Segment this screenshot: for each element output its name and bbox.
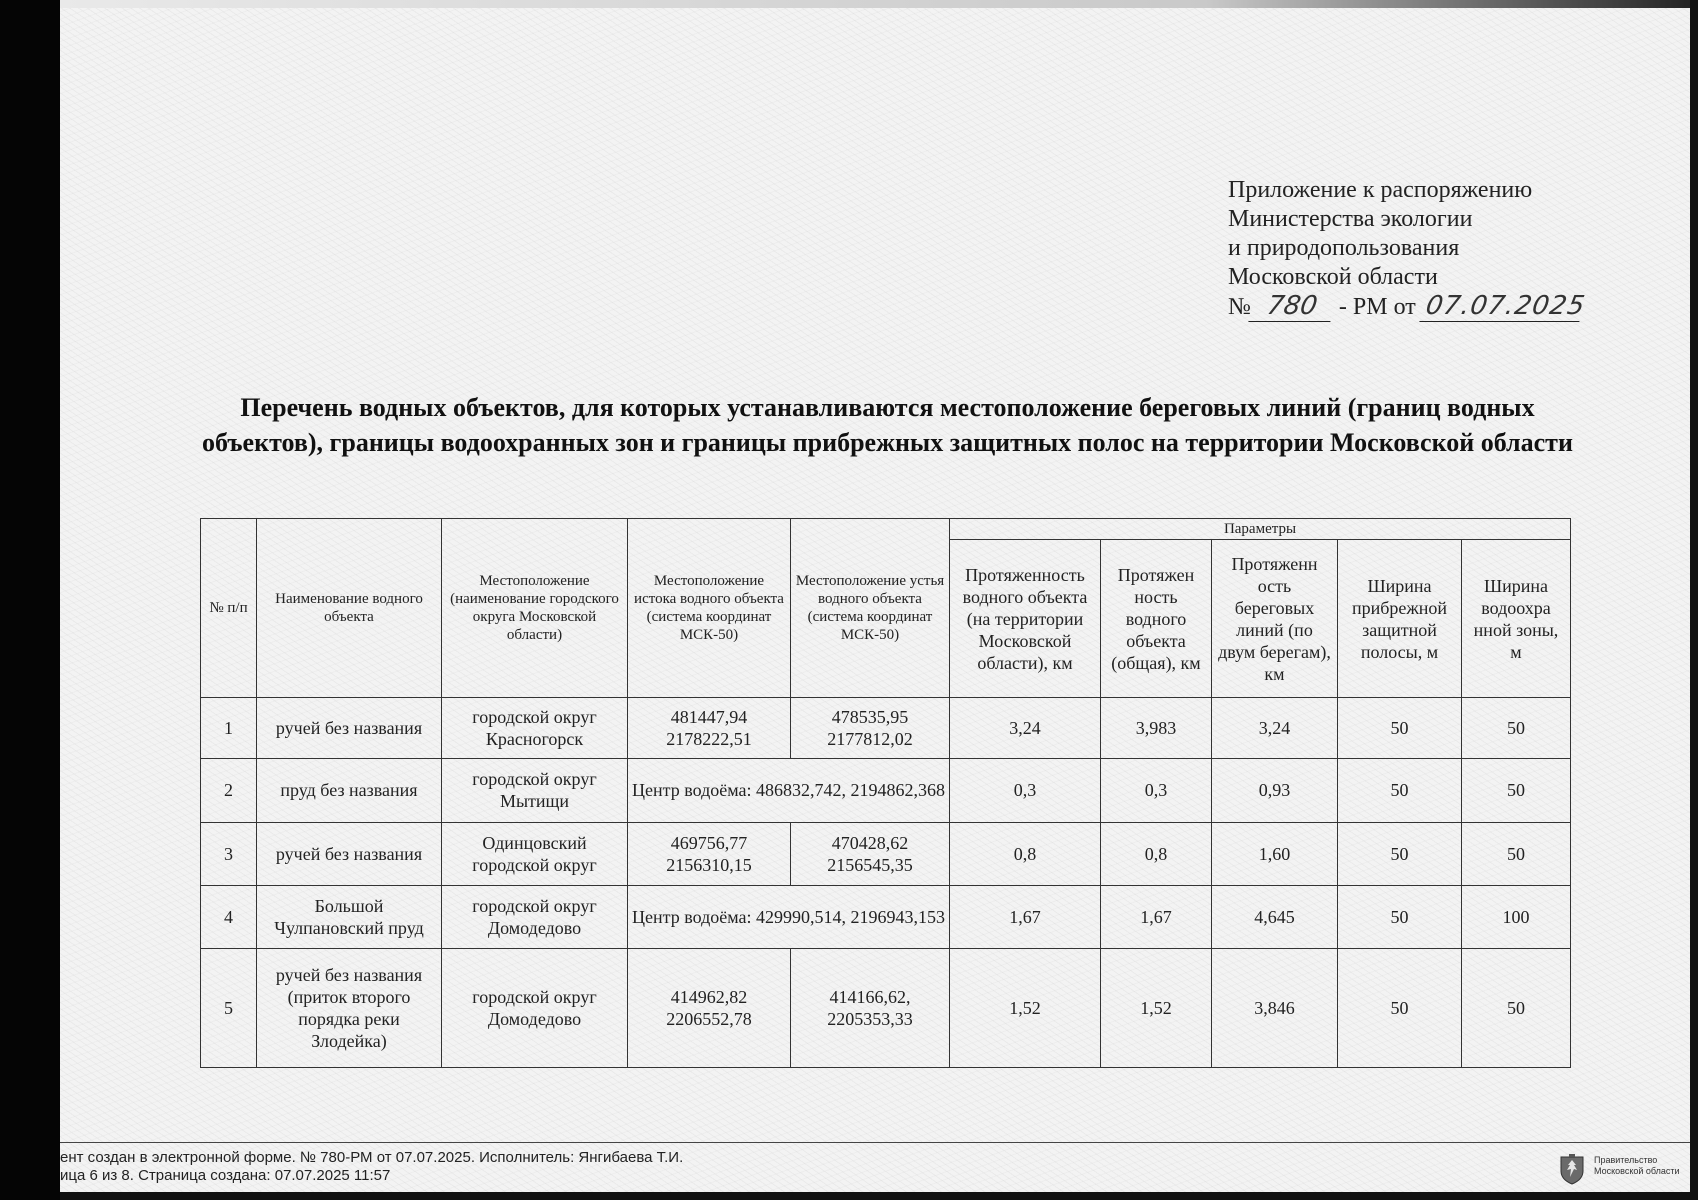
table-row [201,759,1571,822]
cell-mouth: 470428,62 2156545,35 [791,822,950,885]
cell-name: Большой Чулпановский пруд [257,886,442,949]
order-number-line [1228,292,1668,322]
cell-coastal-width: 50 [1338,949,1462,1068]
government-logo-text [1594,1155,1680,1177]
cell-protection-width: 50 [1462,698,1571,759]
cell-length-mo: 0,8 [950,822,1101,885]
cell-source: 414962,82 2206552,78 [628,949,791,1068]
cell-length-mo: 1,67 [950,886,1101,949]
header-length-total: Протяжен ность водного объекта (общая), км [1101,540,1212,698]
scan-left-border [0,0,60,1200]
cell-protection-width: 50 [1462,822,1571,885]
header-params: Параметры [950,519,1571,540]
appendix-line: Приложение к распоряжению [1228,177,1533,203]
coat-of-arms-icon [1558,1153,1586,1185]
cell-protection-width: 100 [1462,886,1571,949]
cell-num: 3 [201,822,257,885]
cell-center: Центр водоёма: 486832,742, 2194862,368 [628,759,950,822]
table-row [201,886,1571,949]
table-row [201,822,1571,885]
cell-source: 469756,77 2156310,15 [628,822,791,885]
footer-stamp [60,1149,683,1185]
table-row [201,698,1571,759]
scan-top-edge [60,0,1698,8]
cell-shore-length: 3,24 [1212,698,1338,759]
cell-center: Центр водоёма: 429990,514, 2196943,153 [628,886,950,949]
header-length-mo: Протяженность водного объекта (на территории Московской области), км [950,540,1101,698]
scan-bottom-border [60,1192,1698,1200]
cell-length-mo: 0,3 [950,759,1101,822]
cell-num: 4 [201,886,257,949]
appendix-header [1228,176,1668,322]
cell-name: пруд без названия [257,759,442,822]
cell-source: 481447,94 2178222,51 [628,698,791,759]
order-suffix: - РМ от [1338,294,1416,320]
cell-length-mo: 1,52 [950,949,1101,1068]
header-coastal-width: Ширина прибрежной защитной полосы, м [1338,540,1462,698]
table-row [201,949,1571,1068]
cell-location: городской округ Домодедово [442,949,628,1068]
document-title: Перечень водных объектов, для которых устанавливаются местоположение береговых линий (границ водных объектов), границы водоохранных зон и границы прибрежных защитных полос на территории Московской области [202,393,1573,457]
header-num: № п/п [201,519,257,698]
cell-protection-width: 50 [1462,949,1571,1068]
cell-length-total: 1,67 [1101,886,1212,949]
cell-length-total: 3,983 [1101,698,1212,759]
cell-num: 5 [201,949,257,1068]
cell-num: 2 [201,759,257,822]
cell-name: ручей без названия (приток второго порядка реки Злодейка) [257,949,442,1068]
handwritten-order-number: 780 [1248,292,1335,322]
cell-shore-length: 3,846 [1212,949,1338,1068]
logo-line-1: Правительство [1594,1155,1658,1165]
logo-line-2: Московской области [1594,1166,1680,1176]
number-sign: № [1228,294,1251,320]
footer-line-1: ент создан в электронной форме. № 780-РМ от 07.07.2025. Исполнитель: Янгибаева Т.И. [60,1149,684,1166]
cell-coastal-width: 50 [1338,886,1462,949]
cell-length-mo: 3,24 [950,698,1101,759]
water-objects-table [200,518,1571,1068]
cell-location: городской округ Мытищи [442,759,628,822]
header-shore-length: Протяженн ость береговых линий (по двум берегам), км [1212,540,1338,698]
header-source: Местоположение истока водного объекта (система координат МСК-50) [628,519,791,698]
header-protection-width: Ширина водоохра нной зоны, м [1462,540,1571,698]
cell-location: городской округ Красногорск [442,698,628,759]
cell-shore-length: 4,645 [1212,886,1338,949]
header-mouth: Местоположение устья водного объекта (система координат МСК-50) [791,519,950,698]
cell-mouth: 414166,62, 2205353,33 [791,949,950,1068]
cell-location: городской округ Домодедово [442,886,628,949]
footer-line-2: ица 6 из 8. Страница создана: 07.07.2025 11:57 [60,1167,391,1184]
cell-length-total: 0,8 [1101,822,1212,885]
cell-coastal-width: 50 [1338,822,1462,885]
cell-location: Одинцовский городской округ [442,822,628,885]
cell-mouth: 478535,95 2177812,02 [791,698,950,759]
cell-length-total: 0,3 [1101,759,1212,822]
cell-shore-length: 0,93 [1212,759,1338,822]
header-name: Наименование водного объекта [257,519,442,698]
cell-name: ручей без названия [257,822,442,885]
document-footer [60,1142,1690,1193]
handwritten-order-date: 07.07.2025 [1419,292,1584,322]
cell-name: ручей без названия [257,698,442,759]
cell-num: 1 [201,698,257,759]
cell-shore-length: 1,60 [1212,822,1338,885]
cell-protection-width: 50 [1462,759,1571,822]
cell-coastal-width: 50 [1338,698,1462,759]
appendix-line: Московской области [1228,264,1438,290]
cell-length-total: 1,52 [1101,949,1212,1068]
appendix-line: Министерства экологии [1228,206,1473,232]
header-location: Местоположение (наименование городского округа Московской области) [442,519,628,698]
appendix-line: и природопользования [1228,235,1460,261]
scan-right-border [1690,0,1698,1200]
cell-coastal-width: 50 [1338,759,1462,822]
